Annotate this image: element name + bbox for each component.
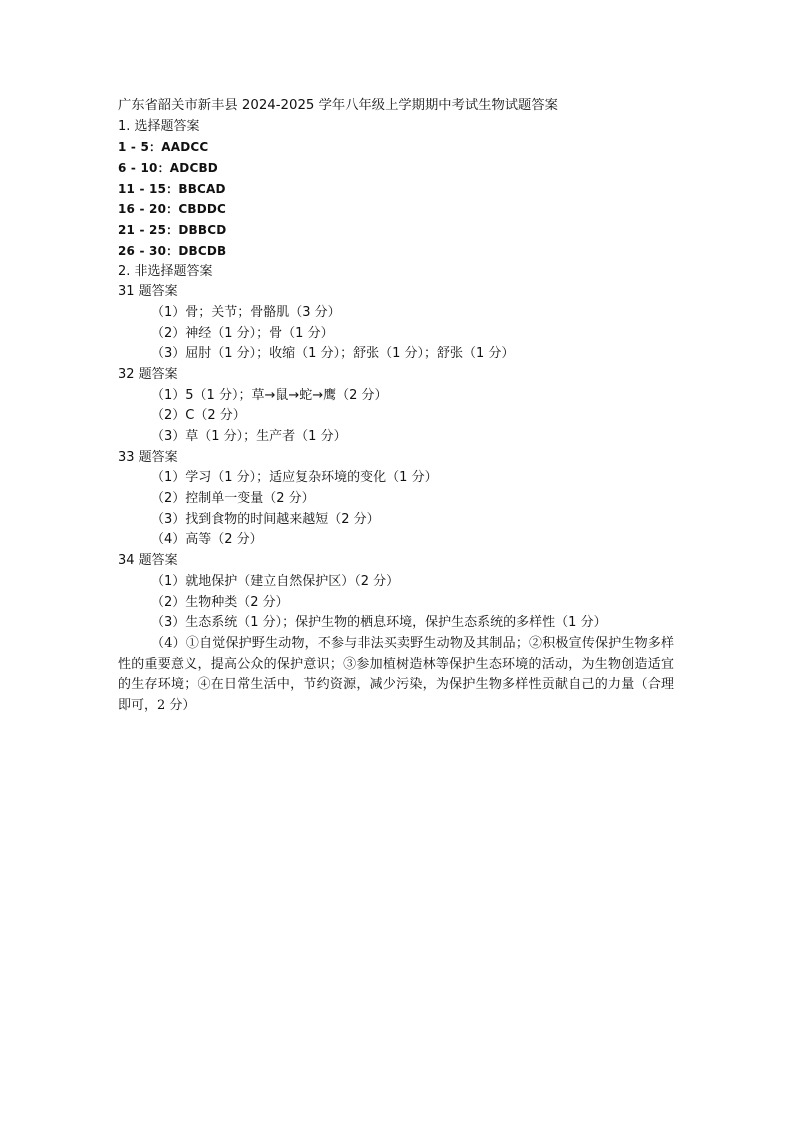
section-heading-multiple-choice: 1. 选择题答案 — [118, 118, 200, 134]
question-32-item: （1）5（1 分）；草→鼠→蛇→鹰（2 分） — [151, 387, 388, 403]
question-34-item: （3）生态系统（1 分）；保护生物的栖息环境，保护生态系统的多样性（1 分） — [151, 615, 607, 631]
answer-letters: CBDDC — [178, 202, 227, 217]
answer-key-row — [118, 220, 678, 241]
answer-letters: DBCDB — [178, 243, 227, 258]
question-33-item: （4）高等（2 分） — [151, 532, 263, 548]
answer-letters: DBBCD — [178, 223, 227, 238]
question-32-item: （2）C（2 分） — [151, 408, 246, 424]
answer-document — [118, 96, 678, 717]
question-31-heading: 31 题答案 — [118, 284, 178, 300]
document-title: 广东省韶关市新丰县 2024-2025 学年八年级上学期期中考试生物试题答案 — [118, 98, 558, 113]
answer-letters: ADCBD — [169, 161, 218, 176]
section-heading-non-choice: 2. 非选择题答案 — [118, 263, 213, 279]
question-32-item: （3）草（1 分）；生产者（1 分） — [151, 429, 347, 444]
answer-range: 26 - 30： — [118, 243, 179, 258]
answer-key-row — [118, 158, 678, 179]
answer-key-row — [118, 199, 678, 220]
answer-range: 21 - 25： — [118, 223, 179, 238]
question-34-heading: 34 题答案 — [118, 553, 178, 569]
answer-range: 11 - 15： — [118, 181, 179, 196]
answer-range: 16 - 20： — [118, 202, 179, 217]
question-31-item: （1）骨；关节；骨骼肌（3 分） — [151, 304, 341, 320]
question-33-heading: 33 题答案 — [118, 449, 178, 465]
question-31-item: （3）屈肘（1 分）；收缩（1 分）；舒张（1 分）；舒张（1 分） — [151, 346, 515, 362]
question-31-item: （2）神经（1 分）；骨（1 分） — [151, 325, 334, 341]
answer-range: 1 - 5： — [118, 140, 162, 155]
answer-range: 6 - 10： — [118, 161, 170, 176]
answer-key-row — [118, 241, 678, 262]
question-33-item: （1）学习（1 分）；适应复杂环境的变化（1 分） — [151, 470, 438, 486]
answer-letters: BBCAD — [178, 181, 226, 196]
question-32-heading: 32 题答案 — [118, 366, 178, 382]
question-33-item: （3）找到食物的时间越来越短（2 分） — [151, 511, 380, 527]
question-34-item: （2）生物种类（2 分） — [151, 594, 289, 610]
question-33-item: （2）控制单一变量（2 分） — [151, 491, 315, 507]
answer-key-row — [118, 137, 678, 158]
question-34-item: （1）就地保护（建立自然保护区）（2 分） — [151, 573, 400, 589]
question-34-paragraph: （4）①自觉保护野生动物，不参与非法买卖野生动物及其制品；②积极宣传保护生物多样性的重要意义，提高公众的保护意识；③参加植树造林等保护生态环境的活动，为生物创造适宜的生存环境；④在日常生活中，节约资源，减少污染，为保护生物多样性贡献自己的力量（合理即可，2 分） — [118, 635, 674, 713]
answer-letters: AADCC — [161, 140, 209, 155]
answer-key-row — [118, 179, 678, 200]
